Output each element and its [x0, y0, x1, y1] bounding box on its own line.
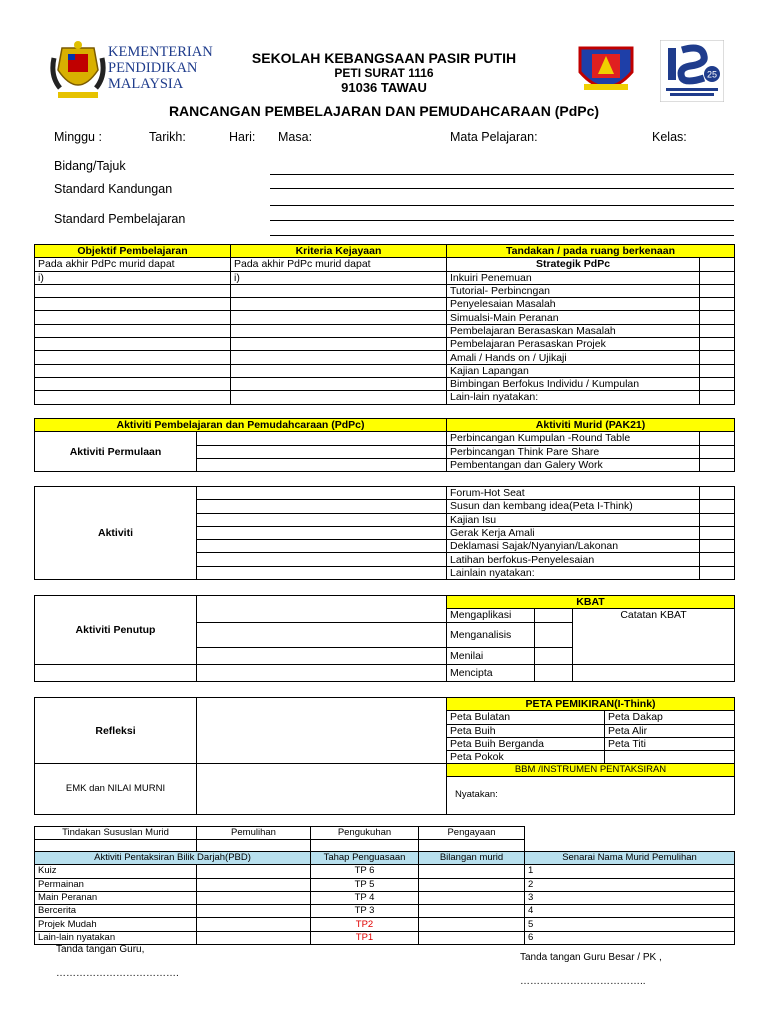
checkbox-cell[interactable]: [700, 271, 735, 284]
anniversary-logo: [660, 40, 724, 102]
header-objektif: Objektif Pembelajaran: [35, 245, 231, 258]
pak21-item: Forum-Hot Seat: [447, 487, 700, 500]
kbat-item: Mencipta: [447, 664, 535, 681]
aktiviti-cell[interactable]: [197, 513, 447, 526]
label-pengayaan: Pengayaan: [419, 827, 525, 840]
tahap-penguasaan: TP2: [311, 918, 419, 931]
strategik-item: Tutorial- Perbincngan: [447, 284, 700, 297]
objektif-cell[interactable]: [35, 391, 231, 404]
pbd-check[interactable]: [197, 878, 311, 891]
label-emk: EMK dan NILAI MURNI: [35, 764, 197, 815]
standard-pembelajaran-line-2[interactable]: [270, 235, 734, 236]
catatan-bottom[interactable]: [573, 664, 735, 681]
objektif-cell[interactable]: [35, 338, 231, 351]
peta-item: Peta Bulatan: [447, 711, 605, 724]
permulaan-cell[interactable]: [197, 432, 447, 445]
peta-item-empty: [605, 751, 735, 764]
checkbox-cell[interactable]: [700, 284, 735, 297]
bilangan-murid[interactable]: [419, 931, 525, 944]
checkbox-cell[interactable]: [535, 609, 573, 622]
label-standard-pembelajaran: Standard Pembelajaran: [54, 212, 186, 226]
kriteria-cell[interactable]: [231, 324, 447, 337]
label-pemulihan: Pemulihan: [197, 827, 311, 840]
pbd-check[interactable]: [197, 905, 311, 918]
kriteria-cell[interactable]: [231, 311, 447, 324]
peta-item: Peta Dakap: [605, 711, 735, 724]
tahap-penguasaan: TP 5: [311, 878, 419, 891]
kbat-item: Menganalisis: [447, 622, 535, 647]
objektif-cell[interactable]: [35, 377, 231, 390]
label-bidang: Bidang/Tajuk: [54, 159, 126, 173]
kriteria-cell[interactable]: [231, 351, 447, 364]
pak21-item: Susun dan kembang idea(Peta I-Think): [447, 500, 700, 513]
pbd-aktiviti: Projek Mudah: [35, 918, 197, 931]
pbd-aktiviti: Permainan: [35, 878, 197, 891]
label-tanda-tangan-guru: Tanda tangan Guru,: [56, 944, 145, 955]
header-bbm: BBM /INSTRUMEN PENTAKSIRAN: [447, 764, 734, 777]
kriteria-cell[interactable]: [231, 338, 447, 351]
objektif-cell[interactable]: [35, 364, 231, 377]
peta-item: Peta Pokok: [447, 751, 605, 764]
header-aktiviti-pdpc: Aktiviti Pembelajaran dan Pemudahcaraan (PdPc): [35, 419, 447, 432]
strategik-item: Lain-lain nyatakan:: [447, 391, 700, 404]
checkbox-cell[interactable]: [700, 351, 735, 364]
town: 91036 TAWAU: [341, 80, 427, 95]
tahap-penguasaan: TP 6: [311, 865, 419, 878]
objektif-cell[interactable]: [35, 298, 231, 311]
pbd-aktiviti: Lain-lain nyatakan: [35, 931, 197, 944]
guru-signature-line[interactable]: ……………………………….: [56, 968, 179, 979]
label-refleksi: Refleksi: [35, 698, 197, 764]
tahap-penguasaan: TP 4: [311, 891, 419, 904]
label-aktiviti: Aktiviti: [35, 487, 197, 580]
permulaan-cell[interactable]: [197, 458, 447, 471]
pbd-check[interactable]: [197, 918, 311, 931]
label-standard-kandungan: Standard Kandungan: [54, 182, 173, 196]
senarai-nama[interactable]: 5: [525, 918, 735, 931]
pbd-aktiviti: Kuiz: [35, 865, 197, 878]
checkbox-cell[interactable]: [700, 487, 735, 500]
peta-item: Peta Alir: [605, 724, 735, 737]
objektif-cell[interactable]: [35, 311, 231, 324]
aktiviti-cell[interactable]: [197, 526, 447, 539]
badge-25-text: 25: [706, 69, 718, 80]
checkbox-cell[interactable]: [535, 664, 573, 681]
school-name: SEKOLAH KEBANGSAAN PASIR PUTIH: [251, 50, 517, 66]
checkbox-cell[interactable]: [535, 622, 573, 647]
aktiviti-table: [34, 486, 735, 580]
label-tindakan: Tindakan Sususlan Murid: [35, 827, 197, 840]
kriteria-intro[interactable]: Pada akhir PdPc murid dapat: [231, 258, 447, 271]
bilangan-murid[interactable]: [419, 891, 525, 904]
peta-item: Peta Buih Berganda: [447, 737, 605, 750]
kriteria-cell[interactable]: i): [231, 271, 447, 284]
catatan-kbat[interactable]: Catatan KBAT: [573, 609, 735, 664]
bilangan-murid[interactable]: [419, 878, 525, 891]
bilangan-murid[interactable]: [419, 865, 525, 878]
tahap-penguasaan: TP1: [311, 931, 419, 944]
kbat-item: Mengaplikasi: [447, 609, 535, 622]
senarai-nama[interactable]: 6: [525, 931, 735, 944]
header-tahap: Tahap Penguasaan: [311, 852, 419, 865]
bbm-cell[interactable]: [447, 764, 735, 815]
header-bilangan: Bilangan murid: [419, 852, 525, 865]
pak21-item: Deklamasi Sajak/Nyanyian/Lakonan: [447, 540, 700, 553]
checkbox-cell[interactable]: [700, 338, 735, 351]
checkbox-cell[interactable]: [700, 526, 735, 539]
strategik-item: Bimbingan Berfokus Individu / Kumpulan: [447, 377, 700, 390]
strategik-title: Strategik PdPc: [447, 258, 700, 271]
objectives-table: [34, 244, 735, 405]
penutup-cell[interactable]: [197, 664, 447, 681]
penutup-table: [34, 595, 735, 682]
strategik-item: Penyelesaian Masalah: [447, 298, 700, 311]
objektif-cell[interactable]: [35, 324, 231, 337]
bidang-line[interactable]: [270, 174, 734, 175]
strategik-item: Simualsi-Main Peranan: [447, 311, 700, 324]
peta-item: Peta Buih: [447, 724, 605, 737]
label-kelas: Kelas:: [652, 130, 687, 144]
senarai-nama[interactable]: 2: [525, 878, 735, 891]
checkbox-cell[interactable]: [700, 324, 735, 337]
permulaan-table: [34, 418, 735, 472]
label-tarikh: Tarikh:: [149, 130, 186, 144]
objektif-cell[interactable]: [35, 351, 231, 364]
objektif-intro[interactable]: Pada akhir PdPc murid dapat: [35, 258, 231, 271]
penutup-cell[interactable]: [197, 647, 447, 664]
header-pbd-aktiviti: Aktiviti Pentaksiran Bilik Darjah(PBD): [35, 852, 311, 865]
header-senarai: Senarai Nama Murid Pemulihan: [525, 852, 735, 865]
pbd-aktiviti: Main Peranan: [35, 891, 197, 904]
pak21-item: Gerak Kerja Amali: [447, 526, 700, 539]
penutup-cell[interactable]: [197, 596, 447, 623]
penutup-spacer: [35, 664, 197, 681]
po-box: PETI SURAT 1116: [334, 66, 434, 80]
checkbox-cell[interactable]: [700, 377, 735, 390]
pak21-item: Pembentangan dan Galery Work: [447, 458, 700, 471]
header-kriteria: Kriteria Kejayaan: [231, 245, 447, 258]
pak21-item: Perbincangan Kumpulan -Round Table: [447, 432, 700, 445]
strategik-item: Kajian Lapangan: [447, 364, 700, 377]
senarai-nama[interactable]: 1: [525, 865, 735, 878]
label-mata-pelajaran: Mata Pelajaran:: [450, 130, 538, 144]
form-title: RANCANGAN PEMBELAJARAN DAN PEMUDAHCARAAN (PdPc): [168, 103, 600, 119]
penutup-cell[interactable]: [197, 622, 447, 647]
aktiviti-cell[interactable]: [197, 566, 447, 579]
checkbox-cell[interactable]: [535, 647, 573, 664]
pbd-check[interactable]: [197, 891, 311, 904]
label-minggu: Minggu :: [54, 130, 102, 144]
objektif-cell[interactable]: i): [35, 271, 231, 284]
school-crest: [576, 44, 636, 100]
kriteria-cell[interactable]: [231, 284, 447, 297]
refleksi-table: [34, 697, 735, 815]
pbd-aktiviti: Bercerita: [35, 905, 197, 918]
ministry-name-line2: PENDIDIKAN: [108, 60, 198, 76]
pak21-item: Perbincangan Think Pare Share: [447, 445, 700, 458]
header-peta-pemikiran: PETA PEMIKIRAN(I-Think): [447, 698, 735, 711]
label-aktiviti-penutup: Aktiviti Penutup: [35, 596, 197, 665]
pak21-item: Kajian Isu: [447, 513, 700, 526]
pbd-table: [34, 851, 735, 945]
aktiviti-cell[interactable]: [197, 553, 447, 566]
strategik-item: Pembelajaran Berasaskan Masalah: [447, 324, 700, 337]
checkbox-cell[interactable]: [700, 540, 735, 553]
aktiviti-cell[interactable]: [197, 500, 447, 513]
refleksi-cell[interactable]: [197, 698, 447, 764]
peta-item: Peta Titi: [605, 737, 735, 750]
tahap-penguasaan: TP 3: [311, 905, 419, 918]
gb-signature-line[interactable]: ………………………………..: [520, 976, 646, 987]
checkbox-cell[interactable]: [700, 391, 735, 404]
label-aktiviti-permulaan: Aktiviti Permulaan: [35, 432, 197, 472]
kriteria-cell[interactable]: [231, 391, 447, 404]
permulaan-cell[interactable]: [197, 445, 447, 458]
strategik-item: Pembelajaran Perasaskan Projek: [447, 338, 700, 351]
label-nyatakan: Nyatakan:: [455, 789, 498, 801]
checkbox-cell[interactable]: [700, 513, 735, 526]
ministry-name-line3: MALAYSIA: [108, 76, 184, 92]
checkbox-cell[interactable]: [700, 364, 735, 377]
label-masa: Masa:: [278, 130, 313, 144]
kriteria-cell[interactable]: [231, 298, 447, 311]
checkbox-cell[interactable]: [700, 445, 735, 458]
strategik-item: Inkuiri Penemuan: [447, 271, 700, 284]
senarai-nama[interactable]: 3: [525, 891, 735, 904]
checkbox-cell[interactable]: [700, 432, 735, 445]
label-pengukuhan: Pengukuhan: [311, 827, 419, 840]
aktiviti-cell[interactable]: [197, 487, 447, 500]
checkbox-cell[interactable]: [700, 500, 735, 513]
objektif-cell[interactable]: [35, 284, 231, 297]
standard-kandungan-line-2[interactable]: [270, 205, 734, 206]
header-tandakan: Tandakan / pada ruang berkenaan: [447, 245, 735, 258]
checkbox-cell[interactable]: [700, 311, 735, 324]
ministry-name-line1: KEMENTERIAN: [108, 44, 213, 60]
kbat-item: Menilai: [447, 647, 535, 664]
aktiviti-cell[interactable]: [197, 540, 447, 553]
standard-pembelajaran-line[interactable]: [270, 220, 734, 221]
bilangan-murid[interactable]: [419, 918, 525, 931]
label-hari: Hari:: [229, 130, 256, 144]
school-crest-icon: [576, 44, 636, 100]
pbd-check[interactable]: [197, 931, 311, 944]
checkbox-cell[interactable]: [700, 566, 735, 579]
strategik-item: Amali / Hands on / Ujikaji: [447, 351, 700, 364]
label-tanda-tangan-gb: Tanda tangan Guru Besar / PK ,: [520, 952, 662, 963]
standard-kandungan-line[interactable]: [270, 188, 734, 189]
bilangan-murid[interactable]: [419, 905, 525, 918]
pbd-check[interactable]: [197, 865, 311, 878]
senarai-nama[interactable]: 4: [525, 905, 735, 918]
kriteria-cell[interactable]: [231, 377, 447, 390]
is25-logo-icon: [660, 40, 724, 102]
checkbox-strategik-title[interactable]: [700, 258, 735, 271]
emk-cell[interactable]: [197, 764, 447, 815]
checkbox-cell[interactable]: [700, 458, 735, 471]
header-kbat: KBAT: [447, 596, 735, 609]
kriteria-cell[interactable]: [231, 364, 447, 377]
pak21-item: Latihan berfokus-Penyelesaian: [447, 553, 700, 566]
checkbox-cell[interactable]: [700, 553, 735, 566]
pak21-item: Lainlain nyatakan:: [447, 566, 700, 579]
tindakan-table: [34, 826, 525, 854]
header-aktiviti-murid: Aktiviti Murid (PAK21): [447, 419, 735, 432]
checkbox-cell[interactable]: [700, 298, 735, 311]
